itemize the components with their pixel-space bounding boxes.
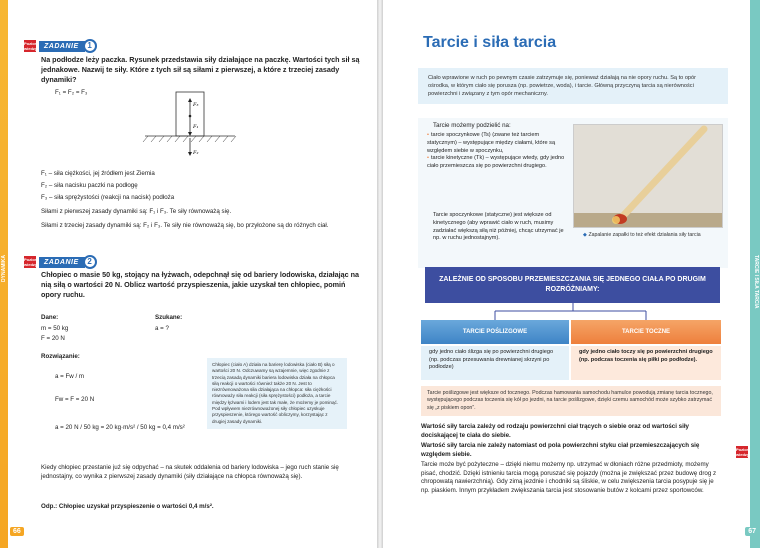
kinds-intro: Tarcie możemy podzielić na: [433,122,511,129]
left-page [0,0,377,548]
label-f1: F₁ [193,124,199,130]
third-law-text: Siłami z trzeciej zasady dynamiki są: F₂ i F₃. Te siły nie równoważą się, bo przyłożone są do różnych ciał. [41,222,329,229]
photo-caption: ◆ Zapalanie zapałki to też efekt działania siły tarcia [583,232,701,238]
task-label: ZADANIE [39,41,85,52]
rolling-friction-title: TARCIE TOCZNE [571,320,721,344]
task-number: 1 [83,39,97,53]
floor-hatching [143,136,236,142]
sliding-friction-text: gdy jedno ciało ślizga się po powierzchni drugiego (np. podczas przesuwania drewnianej skrzyni po podłodze) [421,346,569,380]
formula-acceleration: a = Fw / m [55,373,85,380]
braking-note: Tarcie poślizgowe jest większe od tocznego. Podczas hamowania samochodu hamulce powodują zmianę tarcia tocznego, występującego podczas toczenia się kół po jezdni, na tarcie poślizgowe, dzięki czemu samochód może szybko zatrzymać się „z piskiem opon”. [421,386,721,416]
static-vs-kinetic: Tarcie spoczynkowe (statyczne) jest większe od kinetycznego (aby wprawić ciało w ruch, musimy zadziałać większą siłą niż później, chcąc utrzymać je np. w ruchu jednostajnym). [433,212,564,242]
given-title: Dane: [41,314,59,321]
page-title: Tarcie i siła tarcia [423,34,557,51]
kinetic-friction-item: • tarcie kinetyczne (Tk) – występujące wtedy, gdy jedno ciało przemieszcza się po powierzchni drugiego. [427,155,569,171]
first-law-text: Siłami z pierwszej zasady dynamiki są: F₁ i F₃. Te siły równoważą się. [41,208,232,215]
page-number-right: 67 [745,527,759,536]
level-marker: Poziom wiedzy [736,447,751,457]
sought-title: Szukane: [155,314,183,321]
f1-description: F₁ – siła ciężkości, jej źródłem jest Ziemia [41,170,155,177]
match-illustration [574,125,723,228]
task1-equation: F₁ = F₂ = F₃ [55,89,88,96]
label-f2: F₂ [193,150,199,156]
rolling-friction-text: gdy jedno ciało toczy się po powierzchni drugiego (np. podczas toczenia się piłki po podłodze). [571,346,721,380]
label-f3: F₃ [193,102,199,108]
intro-box: Ciało wprawione w ruch po pewnym czasie zatrzymuje się, ponieważ działają na nie opory ruchu. Są to opór ośrodka, w którym ciało się porusza (np. powietrze, woda), i tarcie. Główną przyczyną tarcia są nierówności powierzchni i związany z tym opór mechaniczny. [418,68,728,104]
friction-kinds-list [427,132,569,171]
task1-question: Na podłodze leży paczka. Rysunek przedstawia siły działające na paczkę. Wartości tych sił są jednakowe. Nazwij te siły. Które z tych sił są siłami z pierwszej, a które z trzeciej zasady dynamiki? [41,55,360,84]
static-friction-item: • tarcie spoczynkowe (Ts) (zwane też tarciem statycznym) – występujące między ciałami, które są względem siebie w spoczynku, [427,132,569,155]
f3-description: F₃ – siła sprężystości (reakcji na nacisk) podłoża [41,194,175,201]
level-badge: Poziom wiedzy [24,257,39,267]
page-number-left: 66 [10,527,24,536]
task2-explanation-note: Chłopiec (ciało A) działa na barierę lodowiska (ciało B) siłą o wartości 20 N. Odczuwamy są wzajemnie, więc zgodnie z trzecią zasadą dynamiki bariera lodowiska działa na chłopca siłą reakcji o wartości również także 20 N. Jest to niezrównoważona siła działająca na chłopca: siła ciężkości równoważy siła reakcji (siła sprężystości) podłoża, a tarcie między łyżwami i lodem jest tak małe, że możemy je pominąć. Pod wpływem niezrównoważonej siły chłopiec uzyskuje przyspieszenie, którego wartość obliczymy, korzystając z drugiej zasady dynamiki. [207,358,347,429]
formula-calculation: a = 20 N / 50 kg = 20 kg·m/s² / 50 kg = 0,4 m/s² [55,424,185,431]
task2-question: Chłopiec o masie 50 kg, stojący na łyżwach, odepchnął się od bariery lodowiska, działając na nią siłą o wartości 20 N. Oblicz wartość przyspieszenia, jakie uzyskał ten chłopiec, pomiń opory ruchu. [41,270,359,299]
match-photo [573,124,723,228]
f2-description: F₂ – siła nacisku paczki na podłogę [41,182,138,189]
task2-badge [24,255,97,269]
section-tab-label: TARCIE I SIŁA TARCIA [753,255,759,309]
level-badge: Poziom wiedzy [24,41,39,51]
section-tab-left [0,0,8,548]
classification-header: ZALEŻNIE OD SPOSOBU PRZEMIESZCZANIA SIĘ JEDNEGO CIAŁA PO DRUGIM ROZRÓŻNIAMY: [425,267,720,303]
given-force: F = 20 N [41,335,65,342]
task-label: ZADANIE [39,257,85,268]
pointer-icon: ◆ [583,232,589,238]
formula-net-force: Fw = F = 20 N [55,396,95,403]
section-tab-label: DYNAMIKA [1,255,7,282]
task2-after-text: Kiedy chłopiec przestanie już się odpychać – na skutek oddalenia od bariery lodowiska – jego ruch stanie się jednostajny, co wynika z pierwszej zasady dynamiki (siły działające na chłopca równoważą się). [41,464,339,480]
solution-title: Rozwiązanie: [41,353,80,360]
force-diagram [140,86,240,176]
task1-badge [24,39,97,53]
sliding-friction-title: TARCIE POŚLIZGOWE [421,320,569,344]
sought-value: a = ? [155,325,169,332]
paragraph-friction-independent: Wartość siły tarcia nie zależy natomiast od pola powierzchni styku ciał przemieszczających się względem siebie. [421,442,700,458]
task-number: 2 [83,255,97,269]
paragraph-friction-depends: Wartość siły tarcia zależy od rodzaju powierzchni ciał trących o siebie oraz od wartości siły dociskającej te ciała do siebie. [421,423,689,439]
paragraph-useful-friction: Tarcie może być pożyteczne – dzięki niemu możemy np. utrzymać w dłoniach różne przedmioty, możemy pisać, chodzić. Dzięki istnieniu tarcia mogą poruszać się pojazdy (można je zwiększać przez budowę drog z chropowatą nawierzchnią). Gdy zimą jezdnie i chodniki są śliskie, w celu zwiększenia tarcia posypuje się je np. piaskiem. Innym przykładem zwiększania tarcia jest stosowanie butów z kolcami przez sportowców. [421,461,717,494]
task2-answer: Odp.: Chłopiec uzyskał przyspieszenie o wartości 0,4 m/s². [41,503,214,510]
right-page [383,0,760,548]
connector-lines [383,303,760,321]
given-mass: m = 50 kg [41,325,69,332]
section-tab-right [750,0,760,548]
